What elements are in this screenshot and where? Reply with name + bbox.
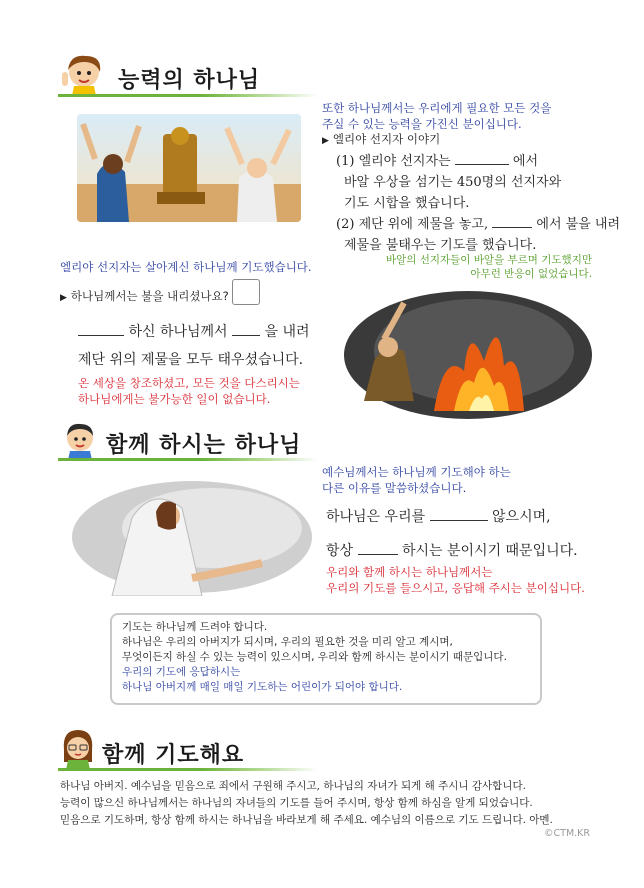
summary-line5: 하나님 아버지께 매일 매일 기도하는 어린이가 되어야 합니다. (122, 681, 403, 693)
section1-intro-line2: 주실 수 있는 능력을 가진신 분이십니다. (322, 117, 522, 131)
baal-note-line1: 바알의 선지자들이 바알을 부르며 기도했지만 (385, 254, 592, 266)
story-label: 엘리야 선지자 이야기 (332, 132, 441, 146)
fire-fill-line1: 하신 하나님께서 을 내려 (78, 318, 310, 346)
section2-mascot-icon (60, 420, 100, 460)
section2-title: 함께 하시는 하나님 (106, 433, 302, 458)
elijah-prayed-text: 엘리야 선지자는 살아계신 하나님께 기도했습니다. (60, 260, 312, 274)
q2-blank-field[interactable] (492, 215, 532, 228)
section1-red-note2: 하나님에게는 불가능한 일이 없습니다. (78, 392, 271, 406)
jesus-praying-illustration (72, 478, 312, 596)
prayer-line3: 믿음으로 기도하며, 항상 함께 하시는 하나님을 바라보게 해 주세요. 예수님의 이름으로 기도 드립니다. 아멘. (60, 814, 553, 826)
section2-red-note1: 우리와 함께 하시는 하나님께서는 (326, 565, 493, 579)
fire-blank-2[interactable] (232, 323, 260, 336)
section2-intro-line2: 다른 이유를 말씀하셨습니다. (322, 481, 467, 495)
section2-fill-line1: 하나님은 우리를 않으시며, (326, 509, 551, 525)
section1-mascot-icon (60, 52, 108, 96)
summary-line4: 우리의 기도에 응답하시는 (122, 666, 241, 678)
q1-blank-field[interactable] (455, 152, 509, 165)
prayer-line1: 하나님 아버지. 예수님을 믿음으로 죄에서 구원해 주시고, 하나님의 자녀가 되게 해 주시니 감사합니다. (60, 780, 526, 792)
question-1: (1) 엘리야 선지자는 에서 (336, 154, 539, 169)
answer-checkbox[interactable] (232, 279, 260, 305)
section2-blank-2[interactable] (358, 542, 398, 555)
section1-red-note1: 온 세상을 창조하셨고, 모든 것을 다스리시는 (78, 376, 300, 390)
section3-divider (58, 768, 318, 771)
triangle-bullet-icon: ▶ (322, 136, 329, 146)
section3-title: 함께 기도해요 (102, 743, 245, 768)
q1-line2: 바알 우상을 섬기는 450명의 선지자와 (344, 175, 562, 190)
fire-altar-illustration (344, 291, 592, 419)
section2-fill-line2: 항상 하시는 분이시기 때문입니다. (326, 543, 578, 559)
section1-title: 능력의 하나님 (118, 68, 261, 93)
prayer-line2: 능력이 많으신 하나님께서는 하나님의 자녀들의 기도를 들어 주시며, 항상 함께 하심을 알게 되었습니다. (60, 797, 533, 809)
fire-question: 하나님께서는 불을 내리셨나요? (70, 289, 229, 303)
fire-blank-1[interactable] (78, 323, 124, 336)
triangle-bullet-icon: ▶ (60, 293, 67, 303)
summary-box (110, 613, 542, 705)
summary-line3: 무엇이든지 하실 수 있는 능력이 있으시며, 우리와 함께 하시는 분이시기 때문입니다. (122, 651, 507, 663)
q1-line3: 기도 시합을 했습니다. (344, 196, 470, 211)
section1-divider (58, 94, 318, 97)
summary-line2: 하나님은 우리의 아버지가 되시며, 우리의 필요한 것을 미리 알고 계시며, (122, 636, 453, 648)
summary-line1: 기도는 하나님께 드려야 합니다. (122, 621, 268, 633)
elijah-altar-illustration (77, 114, 301, 222)
copyright: ©CTM.KR (544, 828, 590, 839)
section3-mascot-icon (60, 728, 96, 770)
question-2: (2) 제단 위에 제물을 놓고, 에서 불을 내려 (336, 217, 621, 232)
section1-intro-line1: 또한 하나님께서는 우리에게 필요한 모든 것을 (322, 101, 552, 115)
section2-intro-line1: 예수님께서는 하나님께 기도해야 하는 (322, 465, 511, 479)
fire-fill-line2: 제단 위의 제물을 모두 태우셨습니다. (78, 352, 304, 368)
section2-red-note2: 우리의 기도를 들으시고, 응답해 주시는 분이십니다. (326, 581, 585, 595)
section2-divider (58, 458, 318, 461)
q2-line2: 제물을 불태우는 기도를 했습니다. (344, 238, 537, 253)
section2-blank-1[interactable] (430, 508, 488, 521)
baal-note-line2: 아무런 반응이 없었습니다. (470, 268, 592, 280)
